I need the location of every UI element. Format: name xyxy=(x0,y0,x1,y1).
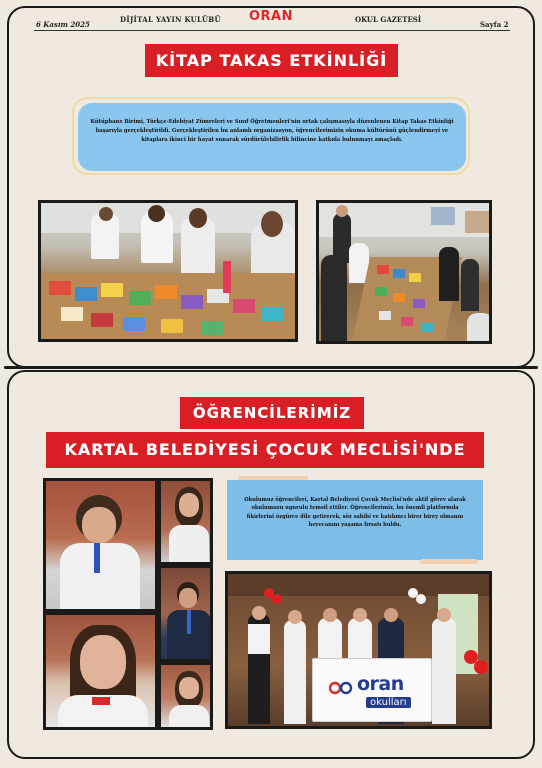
banner-logo-subtitle: okulları xyxy=(366,697,411,708)
book-swap-photo-2 xyxy=(316,200,492,344)
red-balloon-right-2 xyxy=(474,660,488,674)
article2-title-line1: ÖĞRENCİLERİMİZ xyxy=(180,397,364,429)
article2-body: Okulumuz öğrencileri, Kartal Belediyesi Çocuk Meclisi'nde aktif görev alarak okulumuzu ugurulu temsil ettiler. Öğrencilerimiz, bu önemli platformda fikirlerini özgürce dile getirerek, söz sahibi ve katılımcı birer birey olmanın heyecanını yaşama fırsatı buldu. xyxy=(227,480,483,560)
white-balloon-2 xyxy=(416,594,426,604)
header-club: DİJİTAL YAYIN KULÜBÜ xyxy=(120,15,221,24)
article2-bubble-accent-bottom xyxy=(420,559,478,564)
council-student-photo-4 xyxy=(43,612,158,730)
header-date: 6 Kasım 2025 xyxy=(36,20,90,29)
header-page-number: Sayfa 2 xyxy=(480,20,509,29)
page-divider xyxy=(4,366,538,369)
council-student-photo-3 xyxy=(158,565,213,662)
oran-logo-rings-icon xyxy=(329,681,353,695)
article1-body: Kütüphane Birimi, Türkçe-Edebiyat Zümreleri ve Sınıf Öğretmenleri'nin ortak çalışmasıyla düzenlenen Kitap Takas Etkinliği başarıyla gerçekleştirildi. Gerçekleştirilen bu anlamlı organizasyon, öğrencilerimizin okuma kültürünü güçlendirmeyi ve kitaplara ikinci bir hayat sunarak sürdürülebilirlik bilincine katkıda bulunmayı amaçladı. xyxy=(78,103,466,171)
red-balloon-left-2 xyxy=(272,594,282,604)
banner-logo-text: oran xyxy=(357,673,404,695)
header-rule xyxy=(34,30,510,31)
header-section: OKUL GAZETESİ xyxy=(355,15,422,24)
masthead-logo: ORAN xyxy=(248,9,293,24)
council-student-photo-2 xyxy=(158,478,213,565)
council-student-photo-5 xyxy=(158,662,213,730)
council-student-photo-1 xyxy=(43,478,158,612)
article2-title-line2: KARTAL BELEDİYESİ ÇOCUK MECLİSİ'NDE xyxy=(46,432,484,468)
school-banner xyxy=(312,658,432,722)
article1-title: KİTAP TAKAS ETKİNLİĞİ xyxy=(145,44,398,77)
book-swap-photo-1 xyxy=(38,200,298,342)
